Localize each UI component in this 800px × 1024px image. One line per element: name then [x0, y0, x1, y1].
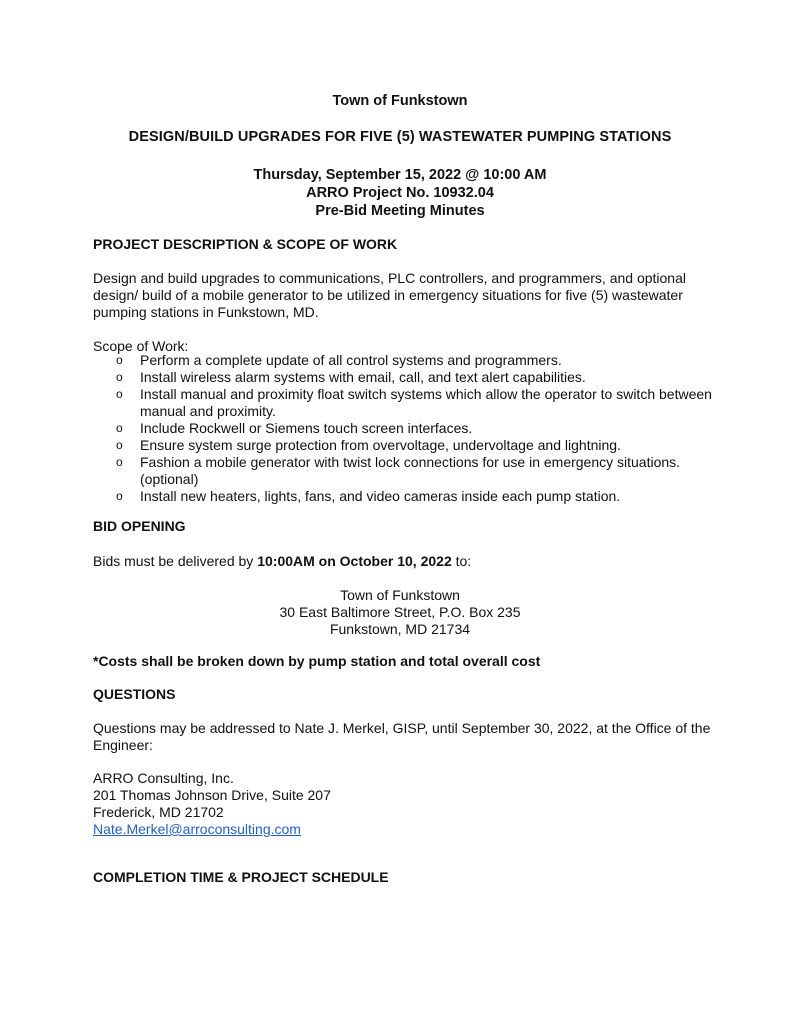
bullet-icon: o — [116, 455, 123, 469]
email-link[interactable]: Nate.Merkel@arroconsulting.com — [93, 821, 301, 837]
minutes-title: Pre-Bid Meeting Minutes — [315, 203, 485, 219]
company-street: 201 Thomas Johnson Drive, Suite 207 — [93, 787, 331, 803]
bullet-icon: o — [116, 370, 123, 384]
scope-item-text: Install wireless alarm systems with email, call, and text alert capabilities. — [140, 369, 586, 385]
scope-item-text: Install manual and proximity float switch systems which allow the operator to switch between manual and proximity. — [140, 386, 712, 419]
list-item — [115, 488, 715, 505]
list-item — [115, 454, 715, 488]
engineer-contact — [93, 770, 713, 838]
document-title: DESIGN/BUILD UPGRADES FOR FIVE (5) WASTEWATER PUMPING STATIONS — [128, 129, 672, 145]
town-title: Town of Funkstown — [332, 93, 468, 109]
bid-text-after: to: — [451, 553, 472, 569]
scope-of-work-label: Scope of Work: — [93, 338, 189, 354]
bid-deadline: 10:00AM on October 10, 2022 — [257, 553, 452, 569]
bullet-icon: o — [116, 438, 123, 452]
project-number: ARRO Project No. 10932.04 — [306, 185, 494, 201]
bid-opening-heading: BID OPENING — [93, 518, 186, 534]
meeting-date: Thursday, September 15, 2022 @ 10:00 AM — [253, 167, 547, 183]
company-city: Frederick, MD 21702 — [93, 804, 224, 820]
bullet-icon: o — [116, 421, 123, 435]
scope-item-text: Ensure system surge protection from overvoltage, undervoltage and lightning. — [140, 437, 621, 453]
bid-deadline-sentence — [93, 553, 713, 570]
scope-item-text: Perform a complete update of all control systems and programmers. — [140, 352, 562, 368]
company-name: ARRO Consulting, Inc. — [93, 770, 234, 786]
costs-note: *Costs shall be broken down by pump station and total overall cost — [93, 653, 541, 669]
completion-heading: COMPLETION TIME & PROJECT SCHEDULE — [93, 869, 389, 885]
scope-item-text: Install new heaters, lights, fans, and video cameras inside each pump station. — [140, 488, 621, 504]
address-line: 30 East Baltimore Street, P.O. Box 235 — [279, 604, 521, 620]
scope-item-text: Fashion a mobile generator with twist lock connections for use in emergency situations. (optional) — [140, 454, 681, 487]
list-item — [115, 369, 715, 386]
questions-paragraph: Questions may be addressed to Nate J. Merkel, GISP, until September 30, 2022, at the Office of the Engineer: — [93, 720, 711, 753]
list-item — [115, 352, 715, 369]
delivery-address — [0, 587, 800, 638]
bullet-icon: o — [116, 353, 123, 367]
meeting-info — [0, 166, 800, 220]
address-line: Funkstown, MD 21734 — [329, 621, 471, 637]
list-item — [115, 437, 715, 454]
bullet-icon: o — [116, 387, 123, 401]
list-item — [115, 386, 715, 420]
bid-text-before: Bids must be delivered by — [93, 553, 258, 569]
project-description-paragraph: Design and build upgrades to communications, PLC controllers, and programmers, and optional design/ build of a mobile generator to be utilized in emergency situations for five (5) wastewater pumping stations in Funkstown, MD. — [93, 270, 686, 320]
address-line: Town of Funkstown — [340, 587, 460, 603]
list-item — [115, 420, 715, 437]
questions-heading: QUESTIONS — [93, 686, 176, 702]
scope-heading: PROJECT DESCRIPTION & SCOPE OF WORK — [93, 236, 398, 252]
scope-of-work-list — [115, 352, 715, 505]
scope-item-text: Include Rockwell or Siemens touch screen interfaces. — [140, 420, 473, 436]
bullet-icon: o — [116, 489, 123, 503]
